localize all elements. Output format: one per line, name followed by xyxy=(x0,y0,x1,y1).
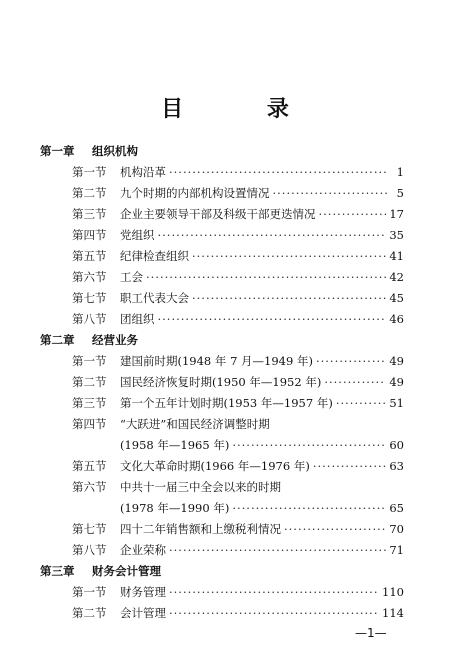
section-title: 第一个五年计划时期(1953 年—1957 年) xyxy=(120,396,333,410)
dot-leader xyxy=(169,603,379,623)
page-number: 70 xyxy=(389,522,404,536)
toc-entry xyxy=(72,603,404,623)
toc-entry xyxy=(72,456,404,476)
page-number: 49 xyxy=(389,375,404,389)
section-number: 第一节 xyxy=(72,165,107,179)
chapter-number: 第一章 xyxy=(40,144,75,158)
dot-leader xyxy=(273,183,388,203)
page-number: 49 xyxy=(389,354,404,368)
section-title: 国民经济恢复时期(1950 年—1952 年) xyxy=(120,375,322,389)
toc-entry xyxy=(72,372,404,392)
toc-entry xyxy=(72,477,404,497)
toc-entry xyxy=(72,309,404,329)
page-number: 45 xyxy=(389,291,404,305)
section-number: 第七节 xyxy=(72,522,107,536)
section-title: 团组织 xyxy=(120,312,155,326)
chapter-heading xyxy=(40,330,410,350)
dot-leader xyxy=(169,162,387,182)
toc-entry xyxy=(72,204,404,224)
section-number: 第二节 xyxy=(72,186,107,200)
dot-leader xyxy=(158,225,387,245)
dot-leader xyxy=(169,582,379,602)
section-title: 文化大革命时期(1966 年—1976 年) xyxy=(120,459,310,473)
page-number: 46 xyxy=(389,312,404,326)
dot-leader xyxy=(232,435,386,455)
chapter-title: 组织机构 xyxy=(92,144,138,158)
section-title: 工会 xyxy=(120,270,143,284)
section-number: 第四节 xyxy=(72,417,107,431)
chapter-number: 第三章 xyxy=(40,564,75,578)
section-title: “大跃进”和国民经济调整时期 xyxy=(120,417,270,431)
dot-leader xyxy=(336,393,387,413)
page-number: 71 xyxy=(389,543,404,557)
dot-leader xyxy=(319,204,387,224)
section-title: 中共十一届三中全会以来的时期 xyxy=(120,480,281,494)
toc-entry xyxy=(72,540,404,560)
dot-leader xyxy=(169,540,386,560)
section-title: 职工代表大会 xyxy=(120,291,189,305)
page-number: 35 xyxy=(389,228,404,242)
toc-entry-continuation xyxy=(120,498,404,518)
section-title: 会计管理 xyxy=(120,606,166,620)
section-number: 第六节 xyxy=(72,480,107,494)
toc-entry xyxy=(72,225,404,245)
section-number: 第二节 xyxy=(72,375,107,389)
section-number: 第一节 xyxy=(72,354,107,368)
section-title: 企业主要领导干部及科级干部更迭情况 xyxy=(120,207,316,221)
toc-entry xyxy=(72,393,404,413)
page-number: 1 xyxy=(396,165,404,179)
toc-entry xyxy=(72,288,404,308)
chapter-number: 第二章 xyxy=(40,333,75,347)
page-number: 42 xyxy=(389,270,404,284)
page-number: 65 xyxy=(389,501,404,515)
section-number: 第五节 xyxy=(72,249,107,263)
section-title: 纪律检查组织 xyxy=(120,249,189,263)
dot-leader xyxy=(232,498,386,518)
section-number: 第三节 xyxy=(72,207,107,221)
dot-leader xyxy=(146,267,386,287)
toc-entry xyxy=(72,582,404,602)
toc-entry xyxy=(72,414,404,434)
section-title: 企业荣称 xyxy=(120,543,166,557)
section-number: 第一节 xyxy=(72,585,107,599)
dot-leader xyxy=(192,246,386,266)
toc-entry-continuation xyxy=(120,435,404,455)
section-title: 党组织 xyxy=(120,228,155,242)
section-title: 财务管理 xyxy=(120,585,166,599)
page-number: 17 xyxy=(389,207,404,221)
dot-leader xyxy=(192,288,386,308)
page-title: 目 录 xyxy=(161,96,327,122)
toc-entry xyxy=(72,267,404,287)
chapter-heading xyxy=(40,561,410,581)
section-number: 第五节 xyxy=(72,459,107,473)
chapter-title: 经营业务 xyxy=(92,333,138,347)
toc-entry xyxy=(72,351,404,371)
toc-entry xyxy=(72,246,404,266)
dot-leader xyxy=(284,519,386,539)
section-title: 四十二年销售额和上缴税利情况 xyxy=(120,522,281,536)
section-number: 第八节 xyxy=(72,312,107,326)
section-number: 第四节 xyxy=(72,228,107,242)
toc-entry xyxy=(72,183,404,203)
chapter-heading xyxy=(40,141,410,161)
page-number: 110 xyxy=(382,585,404,599)
page-folio: —1— xyxy=(355,626,387,640)
chapter-title: 财务会计管理 xyxy=(92,564,161,578)
dot-leader xyxy=(158,309,387,329)
section-title: 九个时期的内部机构设置情况 xyxy=(120,186,270,200)
dot-leader xyxy=(313,456,387,476)
section-title-continuation: (1978 年—1990 年) xyxy=(120,501,230,515)
page-number: 63 xyxy=(389,459,404,473)
section-title: 机构沿革 xyxy=(120,165,166,179)
section-number: 第二节 xyxy=(72,606,107,620)
toc-entry xyxy=(72,162,404,182)
page-number: 5 xyxy=(396,186,404,200)
page-number: 60 xyxy=(389,438,404,452)
section-title-continuation: (1958 年—1965 年) xyxy=(120,438,230,452)
section-number: 第三节 xyxy=(72,396,107,410)
dot-leader xyxy=(324,372,386,392)
section-title: 建国前时期(1948 年 7 月—1949 年) xyxy=(120,354,313,368)
toc-entry xyxy=(72,519,404,539)
dot-leader xyxy=(316,351,386,371)
page-number: 114 xyxy=(382,606,404,620)
page-number: 51 xyxy=(389,396,404,410)
page-number: 41 xyxy=(389,249,404,263)
section-number: 第八节 xyxy=(72,543,107,557)
section-number: 第七节 xyxy=(72,291,107,305)
section-number: 第六节 xyxy=(72,270,107,284)
